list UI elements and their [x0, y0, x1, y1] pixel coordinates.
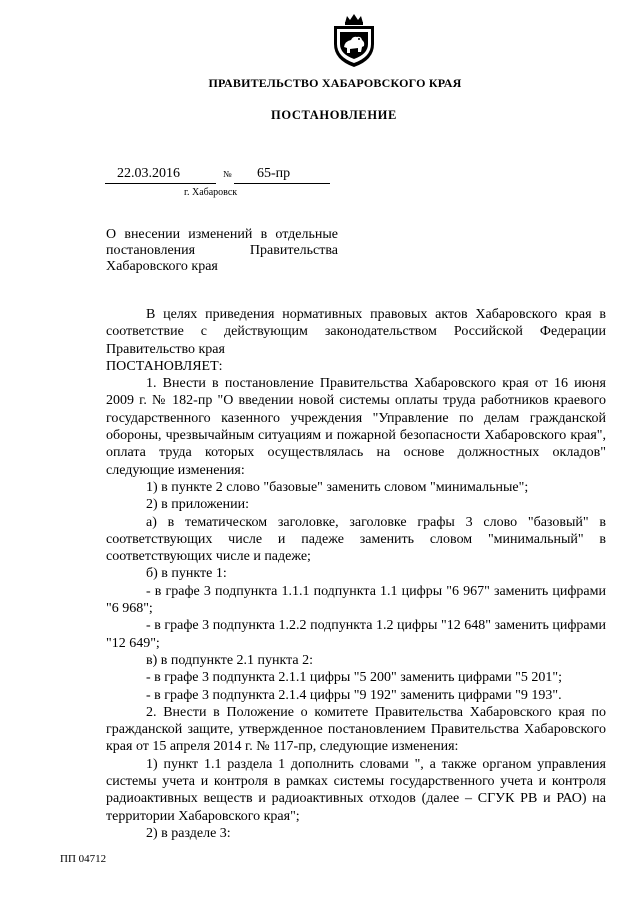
document-number: 65-пр: [257, 166, 291, 181]
body-paragraph: а) в тематическом заголовке, заголовке графы 3 слово "базовый" в соответствующих числе и падеже заменить словом "минимальный" в соответствующих числе и падеже;: [106, 514, 606, 565]
coat-of-arms-icon: [331, 14, 377, 68]
body-paragraph: в) в подпункте 2.1 пункта 2:: [146, 652, 314, 668]
body-paragraph: 1) в пункте 2 слово "базовые" заменить словом "минимальные";: [146, 479, 529, 495]
document-city: г. Хабаровск: [184, 187, 238, 198]
number-underline: [234, 183, 330, 184]
body-paragraph-decree: ПОСТАНОВЛЯЕТ:: [106, 358, 223, 374]
date-number-row: [105, 166, 345, 184]
footer-code: ПП 04712: [60, 853, 107, 865]
body-paragraph: В целях приведения нормативных правовых актов Хабаровского края в соответствие с действующим законодательством Российской Федерации Правительство края: [106, 307, 606, 357]
number-sign: №: [223, 169, 232, 179]
body-paragraph: б) в пункте 1:: [146, 566, 227, 582]
body-paragraph: 2) в приложении:: [146, 497, 249, 513]
body-paragraph: - в графе 3 подпункта 1.1.1 подпункта 1.1 цифры "6 967" заменить цифрами "6 968";: [106, 583, 606, 617]
body-paragraph: - в графе 3 подпункта 2.1.4 цифры "9 192" заменить цифрами "9 193".: [146, 687, 562, 703]
date-underline: [105, 183, 216, 184]
document-type: ПОСТАНОВЛЕНИЕ: [271, 108, 397, 122]
document-date: 22.03.2016: [117, 166, 180, 181]
body-paragraph: 2) в разделе 3:: [146, 825, 231, 841]
body-paragraph: 2. Внести в Положение о комитете Правительства Хабаровского края по гражданской защите, утвержденное постановлением Правительства Хабаровского края от 15 апреля 2014 г. № 117-пр, следующие изменения:: [106, 704, 606, 755]
body-paragraph: - в графе 3 подпункта 1.2.2 подпункта 1.2 цифры "12 648" заменить цифрами "12 649";: [106, 618, 606, 651]
body-paragraph: 1. Внести в постановление Правительства Хабаровского края от 16 июня 2009 г. № 182-пр "О введении новой системы оплаты труда работников краевого государственного казенного учреждения "Управление по делам гражданской обороны, чрезвычайным ситуациям и пожарной безопасности Хабаровского края", оплата труда которых осуществлялась на основе должностных окладов" следующие изменения:: [106, 376, 606, 478]
document-body: [106, 306, 606, 842]
body-paragraph: - в графе 3 подпункта 2.1.1 цифры "5 200" заменить цифрами "5 201";: [146, 670, 562, 686]
body-paragraph: 1) пункт 1.1 раздела 1 дополнить словами ", а также органом управления системы учета и контроля в рамках системы государственного учета и контроля радиоактивных веществ и радиоактивных отходов (далее – СГУК РВ и РАО) на территории Хабаровского края";: [106, 756, 606, 824]
organization-title: ПРАВИТЕЛЬСТВО ХАБАРОВСКОГО КРАЯ: [208, 76, 462, 90]
document-subject: О внесении изменений в отдельные постановления Правительства Хабаровского края: [106, 227, 338, 274]
